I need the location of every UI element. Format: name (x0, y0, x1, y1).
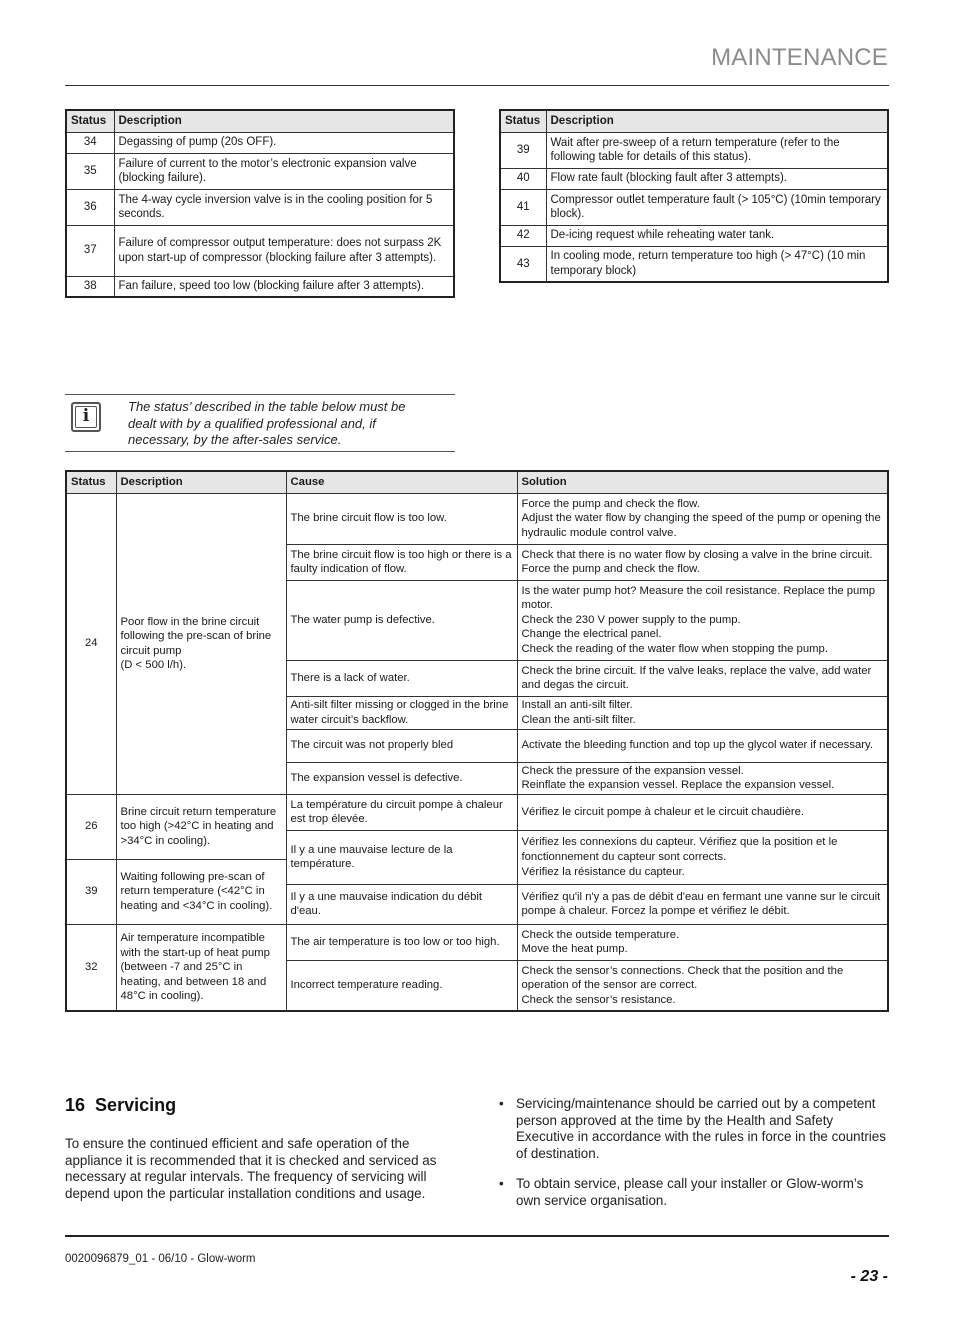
info-note (65, 394, 455, 452)
fault-description: Poor flow in the brine circuit following the pre-scan of brine circuit pump (D < 500 l/h). (116, 493, 286, 794)
status-code: 32 (66, 924, 116, 1011)
section-title: Servicing (95, 1095, 177, 1115)
document-reference: 0020096879_01 - 06/10 - Glow-worm (65, 1253, 256, 1265)
list-item: • To obtain service, please call your installer or Glow-worm’s own service organisation. (499, 1176, 889, 1209)
footer-divider (65, 1235, 889, 1237)
status-description: The 4-way cycle inversion valve is in the cooling position for 5 seconds. (114, 189, 454, 225)
fault-cause: Incorrect temperature reading. (286, 960, 517, 1011)
column-header-status: Status (66, 110, 114, 132)
table-header-row (66, 471, 888, 493)
fault-diagnosis-table (65, 470, 889, 1012)
fault-cause: There is a lack of water. (286, 660, 517, 696)
fault-solution: Install an anti-silt filter. Clean the anti-silt filter. (517, 696, 888, 729)
status-description: Fan failure, speed too low (blocking failure after 3 attempts). (114, 276, 454, 297)
status-code: 38 (66, 276, 114, 297)
status-description: Degassing of pump (20s OFF). (114, 132, 454, 153)
fault-cause: Anti-silt filter missing or clogged in the brine water circuit’s backflow. (286, 696, 517, 729)
status-description: Wait after pre-sweep of a return temperature (refer to the following table for details of this status). (546, 132, 888, 168)
status-code: 35 (66, 153, 114, 189)
fault-solution: Check the pressure of the expansion vessel. Reinflate the expansion vessel. Replace the expansion vessel. (517, 762, 888, 794)
fault-solution: Vérifiez les connexions du capteur. Vérifiez que la position et le fonctionnement du capteur sont corrects. Vérifiez la résistance du capteur. (517, 830, 888, 884)
table-row (66, 276, 454, 297)
table-row (66, 225, 454, 276)
fault-solution: Is the water pump hot? Measure the coil resistance. Replace the pump motor. Check the 230 V power supply to the pump. Change the electrical panel. Check the reading of the water flow when stopping the pump. (517, 580, 888, 660)
table-header-row (500, 110, 888, 132)
servicing-bullets (499, 1096, 889, 1224)
status-description: In cooling mode, return temperature too high (> 47°C) (10 min temporary block) (546, 246, 888, 282)
table-row (66, 493, 888, 544)
servicing-paragraph: To ensure the continued efficient and safe operation of the appliance it is recommended that it is checked and serviced as necessary at regular intervals. The frequency of servicing will depend upon the particular installation conditions and usage. (65, 1136, 437, 1201)
fault-description: Air temperature incompatible with the start-up of heat pump (between -7 and 25°C in heating, and between 18 and 48°C in cooling). (116, 924, 286, 1011)
column-header-description: Description (116, 471, 286, 493)
fault-cause: Il y a une mauvaise lecture de la température. (286, 830, 517, 884)
status-code: 39 (66, 859, 116, 924)
page-header-title: MAINTENANCE (711, 44, 888, 71)
status-code: 43 (500, 246, 546, 282)
fault-description: Brine circuit return temperature too high (>42°C in heating and >34°C in cooling). (116, 794, 286, 859)
status-description: De-icing request while reheating water tank. (546, 225, 888, 246)
status-description: Failure of current to the motor’s electronic expansion valve (blocking failure). (114, 153, 454, 189)
fault-solution: Check the sensor’s connections. Check that the position and the operation of the sensor are correct. Check the sensor’s resistance. (517, 960, 888, 1011)
status-code: 36 (66, 189, 114, 225)
column-header-description: Description (114, 110, 454, 132)
status-table-left (65, 109, 455, 298)
fault-cause: The brine circuit flow is too low. (286, 493, 517, 544)
table-row (66, 924, 888, 960)
section-heading (65, 1095, 455, 1116)
status-code: 34 (66, 132, 114, 153)
status-code: 24 (66, 493, 116, 794)
status-description: Flow rate fault (blocking fault after 3 attempts). (546, 168, 888, 189)
fault-cause: The expansion vessel is defective. (286, 762, 517, 794)
status-table-right (499, 109, 889, 283)
section-number: 16 (65, 1095, 86, 1115)
table-row (500, 246, 888, 282)
status-code: 26 (66, 794, 116, 859)
table-row (66, 794, 888, 830)
status-code: 42 (500, 225, 546, 246)
fault-solution: Check the brine circuit. If the valve leaks, replace the valve, add water and degas the circuit. (517, 660, 888, 696)
column-header-status: Status (66, 471, 116, 493)
status-code: 39 (500, 132, 546, 168)
fault-cause: The brine circuit flow is too high or there is a faulty indication of flow. (286, 544, 517, 580)
fault-solution: Vérifiez le circuit pompe à chaleur et le circuit chaudière. (517, 794, 888, 830)
status-description: Compressor outlet temperature fault (> 105°C) (10min temporary block). (546, 189, 888, 225)
table-row (66, 132, 454, 153)
list-item: • Servicing/maintenance should be carried out by a competent person approved at the time by the Health and Safety Executive in accordance with the rules in force in the countries of destination. (499, 1096, 889, 1162)
table-row (500, 168, 888, 189)
table-row (500, 189, 888, 225)
fault-solution: Force the pump and check the flow. Adjust the water flow by changing the speed of the pump or opening the hydraulic module control valve. (517, 493, 888, 544)
info-icon: i (71, 402, 101, 432)
header-divider (65, 85, 889, 86)
fault-cause: Il y a une mauvaise indication du débit d'eau. (286, 884, 517, 924)
servicing-section (65, 1095, 455, 1202)
fault-cause: The air temperature is too low or too high. (286, 924, 517, 960)
table-row (500, 225, 888, 246)
fault-description: Waiting following pre-scan of return temperature (<42°C in heating and <34°C in cooling). (116, 859, 286, 924)
table-row (66, 153, 454, 189)
fault-solution: Vérifiez qu'il n'y a pas de débit d'eau en fermant une vanne sur le circuit pompe à chaleur. Forcez la pompe et vérifiez le débit. (517, 884, 888, 924)
column-header-description: Description (546, 110, 888, 132)
status-description: Failure of compressor output temperature: does not surpass 2K upon start-up of compressor (blocking failure after 3 attempts). (114, 225, 454, 276)
page-number: - 23 - (850, 1268, 888, 1285)
fault-solution: Check the outside temperature. Move the heat pump. (517, 924, 888, 960)
fault-solution: Activate the bleeding function and top up the glycol water if necessary. (517, 729, 888, 762)
fault-cause: La température du circuit pompe à chaleur est trop élevée. (286, 794, 517, 830)
status-code: 40 (500, 168, 546, 189)
column-header-cause: Cause (286, 471, 517, 493)
fault-solution: Check that there is no water flow by closing a valve in the brine circuit. Force the pump and check the flow. (517, 544, 888, 580)
table-row (500, 132, 888, 168)
status-code: 41 (500, 189, 546, 225)
column-header-status: Status (500, 110, 546, 132)
column-header-solution: Solution (517, 471, 888, 493)
fault-cause: The circuit was not properly bled (286, 729, 517, 762)
table-row (66, 189, 454, 225)
fault-cause: The water pump is defective. (286, 580, 517, 660)
info-note-text: The status’ described in the table below must be dealt with by a qualified professional and, if necessary, by the after-sales service. (128, 399, 406, 447)
status-code: 37 (66, 225, 114, 276)
table-header-row (66, 110, 454, 132)
